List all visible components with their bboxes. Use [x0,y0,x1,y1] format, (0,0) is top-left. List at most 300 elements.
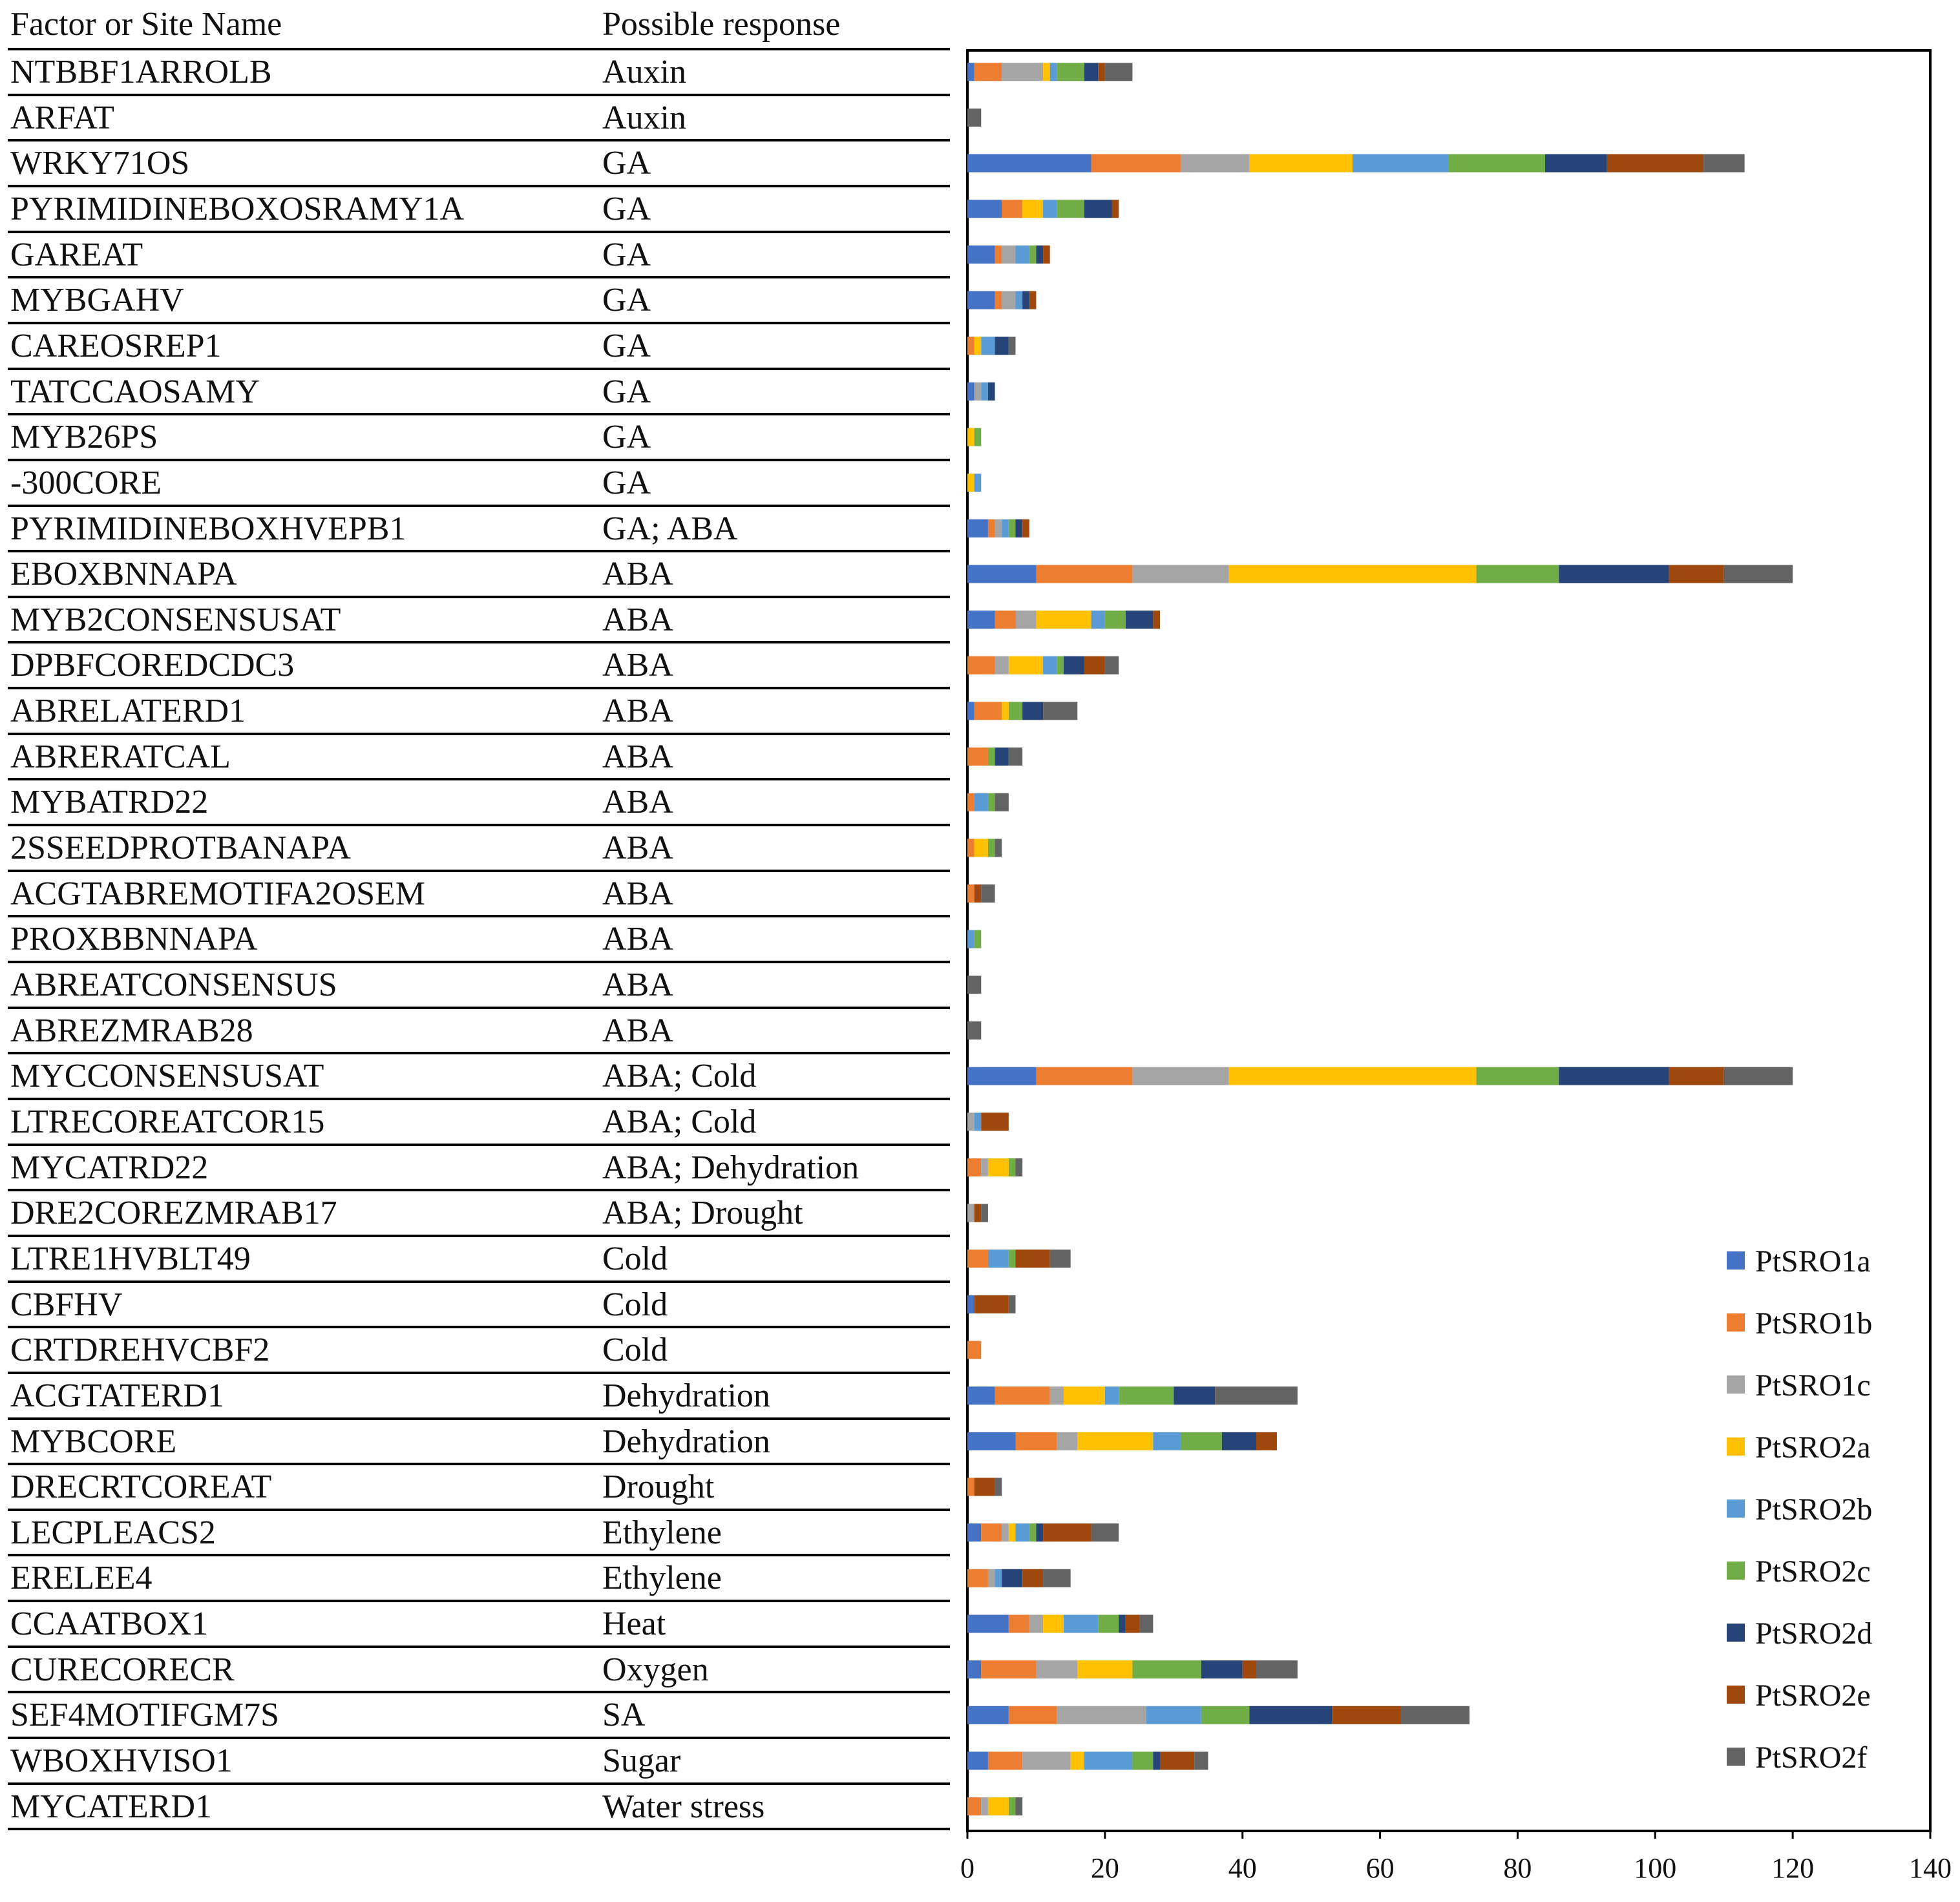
bar-segment [975,382,982,401]
factor-name: CCAATBOX1 [10,1605,209,1643]
bar-segment [1084,1751,1133,1770]
bar-segment [1105,611,1126,629]
factor-name: ABRERATCAL [10,738,231,775]
possible-response: ABA [602,921,673,958]
factor-name: ABRELATERD1 [10,693,246,730]
bar-segment [967,1660,981,1678]
bar-segment [1036,611,1091,629]
bar-segment [1022,519,1029,538]
bar-segment [1036,565,1132,583]
bar-segment [1064,656,1084,674]
bar-segment [1002,702,1009,720]
bar-segment [967,428,975,446]
bar-segment [975,702,1002,720]
bar-segment [967,1706,1009,1724]
bar-segment [1091,154,1181,172]
bar-segment [975,884,982,903]
bar-segment [1724,1067,1793,1085]
legend-label: PtSRO1a [1755,1244,1871,1279]
factor-name: SEF4MOTIFGM7S [10,1697,280,1734]
bar-segment [981,1797,988,1815]
possible-response: Ethylene [602,1514,722,1551]
bar-segment [975,63,1002,81]
bar-segment [975,428,982,446]
bar-segment [1002,291,1015,309]
legend-label: PtSRO2a [1755,1430,1871,1465]
factor-name: -300CORE [10,464,162,501]
legend-swatch [1727,1500,1745,1518]
bar-segment [967,656,995,674]
bar-segment [1105,1386,1119,1405]
bar-segment [1132,565,1228,583]
bar-segment [1256,1432,1277,1450]
bar-segment [975,930,982,948]
bar-segment [1043,702,1077,720]
bar-segment [1132,1660,1201,1678]
factor-name: CURECORECR [10,1651,235,1688]
factor-name: WBOXHVISO1 [10,1742,233,1780]
bar-segment [967,1021,981,1040]
bar-segment [967,246,995,264]
bar-segment [1064,1386,1105,1405]
bar-segment [1016,611,1037,629]
bar-segment [1022,1569,1043,1587]
bar-segment [995,1478,1002,1496]
possible-response: Oxygen [602,1651,709,1688]
x-tick-label: 20 [1090,1852,1119,1884]
possible-response: Cold [602,1332,668,1369]
possible-response: Heat [602,1605,666,1643]
bar-segment [1016,1158,1023,1176]
bar-segment [967,1523,981,1541]
legend-swatch [1727,1251,1745,1270]
x-tick-label: 40 [1228,1852,1257,1884]
bar-segment [1050,1386,1064,1405]
bar-segment [1559,1067,1669,1085]
bar-segment [1669,565,1724,583]
factor-name: ABREZMRAB28 [10,1012,253,1049]
factor-name: CBFHV [10,1286,123,1323]
bar-segment [1201,1706,1250,1724]
bar-segment [967,382,975,401]
possible-response: GA; ABA [602,510,738,547]
possible-response: ABA; Drought [602,1195,803,1232]
bar-segment [1036,1523,1043,1541]
bar-segment [1009,1615,1029,1633]
bar-segment [1022,291,1029,309]
bar-segment [967,63,975,81]
possible-response: Drought [602,1468,715,1506]
bar-segment [1105,656,1119,674]
bar-segment [967,337,975,355]
possible-response: Sugar [602,1742,681,1780]
bar-segment [1249,154,1353,172]
bar-segment [967,976,981,994]
possible-response: ABA [602,830,673,867]
possible-response: ABA; Dehydration [602,1149,859,1186]
bar-segment [995,246,1002,264]
bar-segment [1009,519,1016,538]
bar-segment [1009,1523,1016,1541]
bar-segment [1057,1432,1077,1450]
bar-segment [967,1204,975,1222]
factor-name: ACGTATERD1 [10,1377,224,1414]
bar-segment [988,1158,1009,1176]
bar-segment [1043,246,1050,264]
bar-segment [967,930,975,948]
possible-response: GA [602,327,651,364]
bar-segment [1009,337,1016,355]
bar-segment [1126,1615,1139,1633]
bar-segment [967,1797,981,1815]
bar-segment [1050,63,1057,81]
bar-segment [1153,1751,1160,1770]
bar-segment [1016,519,1023,538]
legend-swatch [1727,1624,1745,1642]
factor-name: MYBATRD22 [10,784,209,821]
bar-segment [1009,1158,1016,1176]
bar-segment [995,519,1002,538]
bar-segment [1022,200,1043,218]
legend-label: PtSRO2f [1755,1740,1868,1775]
bar-segment [1009,1797,1016,1815]
bar-segment [1029,1523,1037,1541]
bar-segment [967,884,975,903]
bar-segment [1559,565,1669,583]
bar-segment [1029,1615,1043,1633]
bar-segment [988,793,995,811]
legend-swatch [1727,1375,1745,1394]
bar-segment [967,1067,1036,1085]
bar-segment [988,519,995,538]
bar-segment [967,565,1036,583]
bar-segment [1228,1067,1476,1085]
bar-segment [967,1615,1009,1633]
bar-segment [967,109,981,127]
bar-segment [967,1478,975,1496]
possible-response: Cold [602,1286,668,1323]
bar-segment [1077,1432,1153,1450]
bar-segment [995,656,1009,674]
factor-name: DPBFCOREDCDC3 [10,647,295,684]
possible-response: GA [602,190,651,227]
possible-response: ABA [602,556,673,593]
possible-response: GA [602,236,651,273]
bar-segment [981,1660,1036,1678]
bar-segment [1016,291,1023,309]
possible-response: GA [602,464,651,501]
bar-segment [1043,1569,1071,1587]
factor-name: ABREATCONSENSUS [10,967,337,1003]
possible-response: ABA; Cold [602,1103,757,1140]
factor-name: DRE2COREZMRAB17 [10,1195,337,1232]
bar-segment [1477,565,1559,583]
bar-segment [981,884,995,903]
bar-segment [988,1249,1009,1268]
factor-name: MYCCONSENSUSAT [10,1058,324,1095]
bar-segment [1243,1660,1256,1678]
bar-segment [1057,200,1084,218]
bar-segment [1091,611,1105,629]
bar-segment [1669,1067,1724,1085]
legend-swatch [1727,1437,1745,1456]
bar-segment [975,337,982,355]
bar-segment [975,839,988,857]
bar-segment [1009,702,1022,720]
bar-segment [1353,154,1449,172]
legend-swatch [1727,1686,1745,1704]
legend-swatch [1727,1562,1745,1580]
bar-segment [995,1569,1002,1587]
possible-response: SA [602,1697,646,1734]
bar-segment [1016,1249,1050,1268]
possible-response: ABA [602,1012,673,1049]
factor-name: LTRE1HVBLT49 [10,1240,251,1277]
bar-segment [1098,1615,1119,1633]
bar-segment [1036,246,1043,264]
bar-segment [1153,611,1160,629]
factor-name: CRTDREHVCBF2 [10,1332,270,1369]
bar-segment [995,793,1009,811]
factor-name: MYB26PS [10,419,158,456]
possible-response: Dehydration [602,1423,770,1460]
bar-segment [981,382,988,401]
factor-name: DRECRTCOREAT [10,1468,272,1506]
factor-name: PYRIMIDINEBOXOSRAMY1A [10,190,465,227]
bar-segment [1607,154,1703,172]
bar-segment [988,839,995,857]
bar-segment [995,839,1002,857]
bar-segment [1153,1432,1181,1450]
possible-response: Water stress [602,1788,765,1825]
factor-name: MYB2CONSENSUSAT [10,601,341,638]
bar-segment [1112,200,1119,218]
bar-segment [1119,1386,1174,1405]
bar-segment [995,291,1002,309]
bar-segment [1009,1706,1057,1724]
bar-segment [1126,611,1154,629]
bar-segment [1222,1432,1256,1450]
x-tick-label: 140 [1909,1852,1952,1884]
bar-segment [988,1797,1009,1815]
bar-segment [967,1341,981,1359]
bar-segment [1057,63,1084,81]
bar-segment [1545,154,1607,172]
bar-segment [1215,1386,1298,1405]
bar-segment [967,1249,988,1268]
bar-segment [981,1204,988,1222]
x-tick-label: 120 [1771,1852,1815,1884]
factor-name: EBOXBNNAPA [10,556,237,593]
factor-name: TATCCAOSAMY [10,373,260,410]
bar-segment [967,1113,975,1131]
possible-response: ABA; Cold [602,1058,757,1095]
legend-label: PtSRO2b [1755,1492,1873,1527]
col2-header: Possible response [602,6,841,43]
bar-segment [1050,1249,1071,1268]
legend-label: PtSRO2e [1755,1678,1871,1713]
bar-segment [967,200,1002,218]
x-tick-label: 0 [960,1852,975,1884]
bar-segment [1043,1523,1091,1541]
possible-response: GA [602,282,651,319]
bar-segment [967,702,975,720]
bar-segment [981,1523,1002,1541]
factor-name: MYBGAHV [10,282,184,319]
possible-response: GA [602,145,651,182]
x-tick-label: 100 [1634,1852,1677,1884]
bar-segment [1036,1067,1132,1085]
bar-segment [1022,702,1043,720]
bar-segment [1022,1751,1071,1770]
bar-segment [1139,1615,1153,1633]
bar-segment [1036,1660,1077,1678]
bar-segment [1016,246,1029,264]
possible-response: Cold [602,1240,668,1277]
possible-response: Auxin [602,54,686,90]
bar-segment [1084,200,1112,218]
bar-segment [1194,1751,1208,1770]
possible-response: Dehydration [602,1377,770,1414]
bar-segment [1105,63,1133,81]
bar-segment [967,1432,1016,1450]
bar-segment [1201,1660,1243,1678]
factor-name: ACGTABREMOTIFA2OSEM [10,875,426,912]
bar-segment [981,1113,1009,1131]
factor-name: NTBBF1ARROLB [10,54,272,90]
bar-segment [967,1569,988,1587]
legend-label: PtSRO1b [1755,1306,1873,1341]
bar-segment [975,474,982,492]
bar-segment [1077,1660,1132,1678]
bar-segment [1029,246,1037,264]
bar-segment [967,474,975,492]
factor-name: MYCATRD22 [10,1149,209,1186]
possible-response: ABA [602,738,673,775]
bar-segment [1016,1432,1057,1450]
possible-response: ABA [602,693,673,730]
bar-segment [1002,519,1009,538]
bar-segment [1043,200,1057,218]
bar-segment [1057,656,1064,674]
factor-name: LTRECOREATCOR15 [10,1103,325,1140]
bar-segment [1449,154,1545,172]
bar-segment [1249,1706,1332,1724]
bar-segment [1256,1660,1298,1678]
bar-segment [975,1113,982,1131]
bar-segment [1016,1523,1029,1541]
bar-segment [967,291,995,309]
bar-segment [1029,291,1037,309]
bar-segment [975,1204,982,1222]
factor-name: MYCATERD1 [10,1788,213,1825]
bar-segment [967,1158,981,1176]
bar-segment [967,839,975,857]
bar-segment [1132,1067,1228,1085]
legend-label: PtSRO1c [1755,1368,1871,1403]
legend-label: PtSRO2d [1755,1616,1873,1651]
possible-response: GA [602,373,651,410]
bar-segment [995,611,1016,629]
bar-segment [1009,1249,1016,1268]
factor-name: PROXBBNNAPA [10,921,258,958]
bar-segment [967,154,1091,172]
bar-segment [1057,1706,1146,1724]
bar-segment [1332,1706,1400,1724]
bar-segment [967,1751,988,1770]
bar-segment [1009,656,1043,674]
bar-segment [967,747,988,766]
bar-segment [1016,1797,1023,1815]
bar-segment [1084,656,1105,674]
factor-name: CAREOSREP1 [10,327,222,364]
factor-name: WRKY71OS [10,145,190,182]
bar-segment [967,519,988,538]
bar-segment [975,793,988,811]
legend-swatch [1727,1313,1745,1332]
possible-response: Auxin [602,99,686,136]
bar-segment [1043,1615,1064,1633]
x-tick-label: 60 [1365,1852,1395,1884]
factor-name: MYBCORE [10,1423,177,1460]
bar-segment [995,337,1009,355]
bar-segment [981,337,995,355]
bar-segment [1098,63,1105,81]
bar-segment [981,1158,988,1176]
bar-segment [1477,1067,1559,1085]
possible-response: ABA [602,647,673,684]
bar-segment [1064,1615,1098,1633]
factor-name: ERELEE4 [10,1560,153,1597]
bar-segment [975,1295,1009,1313]
bar-segment [1043,63,1050,81]
bar-segment [967,611,995,629]
col1-header: Factor or Site Name [10,6,282,43]
factor-name: PYRIMIDINEBOXHVEPB1 [10,510,406,547]
x-tick-label: 80 [1503,1852,1532,1884]
bar-segment [988,382,995,401]
bar-segment [1091,1523,1119,1541]
bar-segment [1043,656,1057,674]
possible-response: ABA [602,875,673,912]
bar-segment [1181,154,1249,172]
bar-segment [1002,200,1022,218]
bar-segment [995,747,1009,766]
bar-segment [1228,565,1476,583]
legend-label: PtSRO2c [1755,1554,1871,1589]
possible-response: GA [602,419,651,456]
factor-name: ARFAT [10,99,114,136]
bar-segment [1071,1751,1084,1770]
legend-swatch [1727,1748,1745,1766]
bar-segment [975,1478,995,1496]
bar-segment [1002,246,1015,264]
bar-segment [1174,1386,1215,1405]
bar-segment [995,1386,1050,1405]
bar-segment [1119,1615,1126,1633]
bar-segment [988,1569,995,1587]
bar-segment [988,747,995,766]
bar-segment [1132,1751,1153,1770]
bar-segment [1084,63,1098,81]
bar-segment [1146,1706,1201,1724]
bar-segment [1703,154,1745,172]
bar-segment [967,1386,995,1405]
bar-segment [988,1751,1022,1770]
bar-segment [1002,1569,1022,1587]
bar-segment [1181,1432,1222,1450]
factor-name: LECPLEACS2 [10,1514,216,1551]
